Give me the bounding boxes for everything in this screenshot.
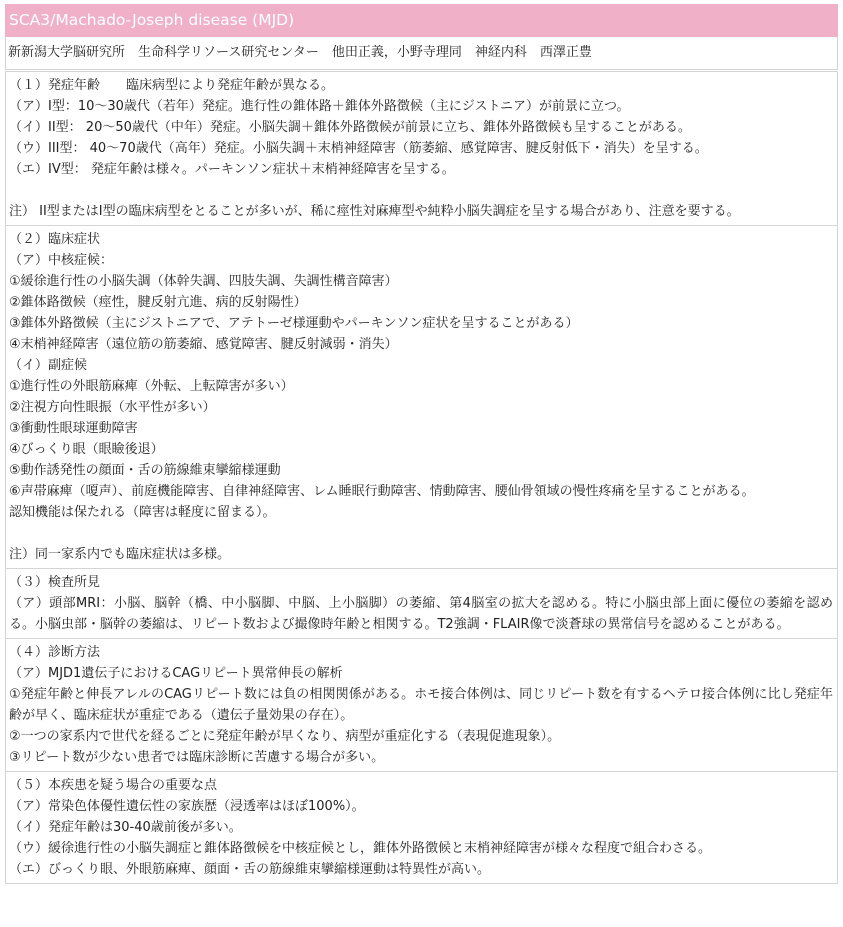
section-line: （１）発症年齢 臨床病型により発症年齢が異なる。: [9, 78, 335, 93]
section-suspicion: [5, 772, 838, 884]
section-line: （エ）IV型： 発症年齢は様々。パーキンソン症状＋末梢神経障害を呈する。: [9, 162, 455, 177]
section-heading: （３）検査所見: [9, 575, 101, 590]
section-findings: [5, 569, 838, 639]
section-line: （ア）中核症候：: [9, 253, 114, 268]
section-line: （ア）I型：10～30歳代（若年）発症。進行性の錐体路＋錐体外路徴候（主にジストニア）が前景に立つ。: [9, 99, 630, 114]
section-note: 注） II型またはI型の臨床病型をとることが多いが、稀に痙性対麻痺型や純粋小脳失調症を呈する場合があり、注意を要する。: [9, 204, 740, 219]
section-heading: （５）本疾患を疑う場合の重要な点: [9, 778, 218, 793]
spacer: [9, 523, 833, 544]
section-line: 認知機能は保たれる（障害は軽度に留まる）。: [9, 505, 276, 520]
section-line: ⑥声帯麻痺（嗄声）、前庭機能障害、自律神経障害、レム睡眠行動障害、情動障害、腰仙骨領域の慢性疼痛を呈することがある。: [9, 484, 755, 499]
disease-panel: [5, 4, 838, 884]
section-line: （ウ）III型： 40～70歳代（高年）発症。小脳失調＋末梢神経障害（筋萎縮、感覚障害、腱反射低下・消失）を呈する。: [9, 141, 708, 156]
section-line: （イ）発症年齢は30-40歳前後が多い。: [9, 820, 242, 835]
section-onset: [5, 71, 838, 226]
section-line: ②錐体路徴候（痙性，腱反射亢進、病的反射陽性）: [9, 295, 307, 310]
section-line: ③リピート数が少ない患者では臨床診断に苦慮する場合が多い。: [9, 750, 385, 765]
section-line: ①進行性の外眼筋麻痺（外転、上転障害が多い）: [9, 379, 294, 394]
section-line: （２）臨床症状: [9, 232, 101, 247]
authors-line: 新新潟大学脳研究所 生命科学リソース研究センター 他田正義，小野寺理同 神経内科 西澤正豊: [5, 37, 838, 70]
section-heading: （４）診断方法: [9, 645, 101, 660]
section-line: ②一つの家系内で世代を経るごとに発症年齢が早くなり、病型が重症化する（表現促進現象）。: [9, 729, 561, 744]
section-line: （イ）副症候: [9, 358, 88, 373]
section-line: （イ）II型： 20～50歳代（中年）発症。小脳失調＋錐体外路徴候が前景に立ち、錐体外路徴候も呈することがある。: [9, 120, 691, 135]
section-line: ③衝動性眼球運動障害: [9, 421, 138, 436]
section-line: ⑤動作誘発性の顔面・舌の筋線維束攣縮様運動: [9, 463, 281, 478]
section-line: ④びっくり眼（眼瞼後退）: [9, 442, 164, 457]
spacer: [9, 180, 833, 201]
section-paragraph: ①発症年齢と伸長アレルのCAGリピート数には負の相関関係がある。ホモ接合体例は、同じリピート数を有するヘテロ接合体例に比し発症年齢が早く、臨床症状が重症である（遺伝子量効果の存在）。: [9, 687, 833, 723]
page-title: SCA3/Machado-Joseph disease (MJD): [5, 4, 838, 37]
section-subheading: （ア）MJD1遺伝子におけるCAGリピート異常伸長の解析: [9, 666, 343, 681]
section-line: ③錐体外路徴候（主にジストニアで、アテトーゼ様運動やパーキンソン症状を呈することがある）: [9, 316, 579, 331]
section-line: （ア）常染色体優性遺伝性の家族歴（浸透率はほぼ100%）。: [9, 799, 365, 814]
section-symptoms: [5, 226, 838, 569]
section-line: ②注視方向性眼振（水平性が多い）: [9, 400, 216, 415]
section-diagnosis: [5, 639, 838, 772]
section-note: 注）同一家系内でも臨床症状は多様。: [9, 547, 231, 562]
section-line: （ウ）緩徐進行性の小脳失調症と錐体路徴候を中核症候とし，錐体外路徴候と末梢神経障害が様々な程度で組合わさる。: [9, 841, 712, 856]
section-line: ④末梢神経障害（遠位筋の筋萎縮、感覚障害、腱反射減弱・消失）: [9, 337, 398, 352]
section-paragraph: （ア）頭部MRI：小脳、脳幹（橋、中小脳脚、中脳、上小脳脚）の萎縮、第4脳室の拡大を認める。特に小脳虫部上面に優位の萎縮を認める。小脳虫部・脳幹の萎縮は、リピート数および撮像時年齢と相関する。T2強調・FLAIR像で淡蒼球の異常信号を認めることがある。: [9, 596, 833, 632]
section-line: （エ）びっくり眼、外眼筋麻痺、顔面・舌の筋線維束攣縮様運動は特異性が高い。: [9, 862, 491, 877]
section-line: ①緩徐進行性の小脳失調（体幹失調、四肢失調、失調性構音障害）: [9, 274, 398, 289]
